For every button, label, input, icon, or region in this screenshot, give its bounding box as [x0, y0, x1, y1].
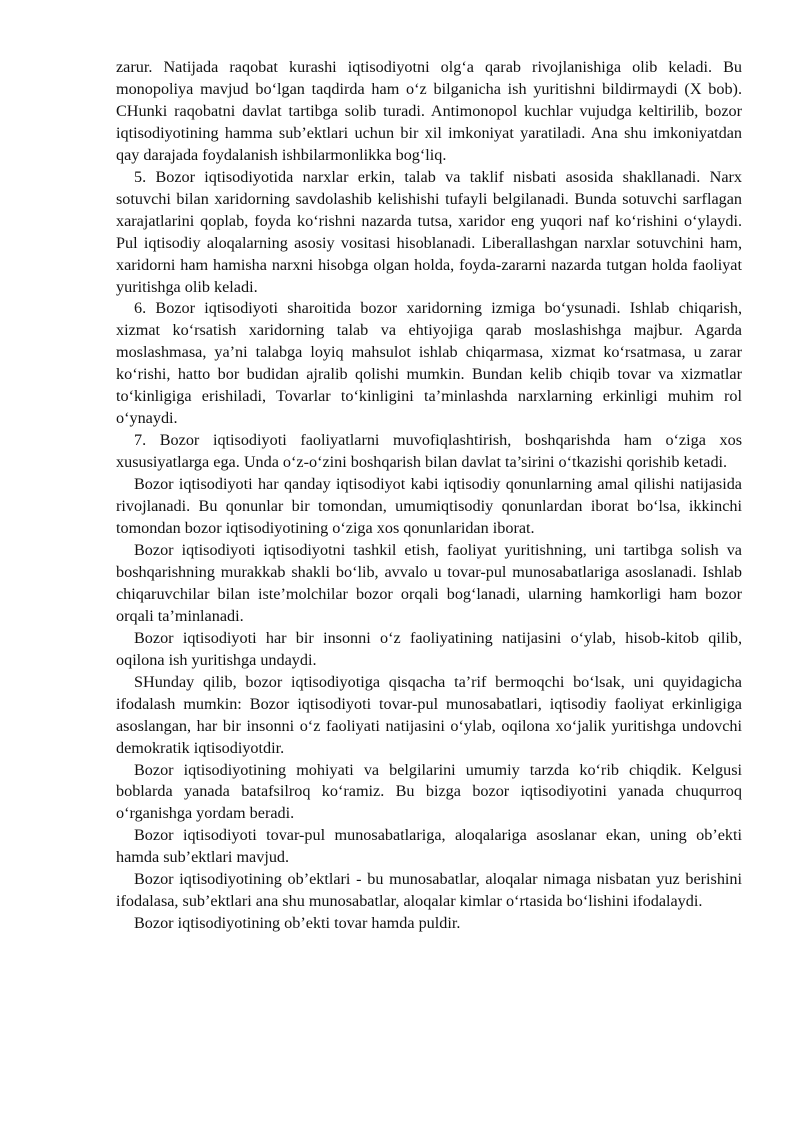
paragraph-economic-laws: Bozor iqtisodiyoti har qanday iqtisodiyot kabi iqtisodiy qonunlarning amal qilishi natijasida rivojlanadi. Bu qonunlar bir tomondan, umumiqtisodiy qonunlardan iborat bo‘lsa, ikkinchi tomondan bozor iqtisodiyotining o‘ziga xos qonunlaridan iborat. — [116, 475, 742, 538]
paragraph-object-goods-money: Bozor iqtisodiyotining ob’ekti tovar hamda puldir. — [134, 914, 461, 933]
paragraph-organization-form: Bozor iqtisodiyoti iqtisodiyotni tashkil etish, faoliyat yuritishning, uni tartibga solish va boshqarishning murakkab shakli bo‘lib, avvalo u tovar-pul munosabatlariga asoslanadi. Ishlab chiqaruvchilar bilan iste’molchilar bozor orqali bog‘lanadi, ularning hamkorligi ham bozor orqali ta’minlanadi. — [116, 540, 742, 625]
paragraph-definition: SHunday qilib, bozor iqtisodiyotiga qisqacha ta’rif bermoqchi bo‘lsak, uni quyidagicha ifodalash mumkin: Bozor iqtisodiyoti tovar-pul munosabatlari, iqtisodiy faoliyat erkinligiga asoslangan, har bir insonni o‘z faoliyati natijasini o‘ylab, oqilona xo‘jalik yuritishga undovchi demokratik iqtisodiyotdir. — [116, 672, 742, 757]
document-page — [116, 57, 742, 935]
paragraph-point-7: 7. Bozor iqtisodiyoti faoliyatlarni muvofiqlashtirish, boshqarishda ham o‘ziga xos xususiyatlarga ega. Unda o‘z-o‘zini boshqarish bilan davlat ta’sirini o‘tkazishi qorishib ketadi. — [116, 431, 742, 472]
paragraph-summary: Bozor iqtisodiyotining mohiyati va belgilarini umumiy tarzda ko‘rib chiqdik. Kelgusi boblarda yanada batafsilroq ko‘ramiz. Bu bizga bozor iqtisodiyotini yanada chuqurroq o‘rganishga yordam beradi. — [116, 760, 742, 823]
paragraph-continuation: zarur. Natijada raqobat kurashi iqtisodiyotni olg‘a qarab rivojlanishiga olib keladi. Bu monopoliya mavjud bo‘lgan taqdirda ham o‘z bilganicha ish yuritishni bildirmaydi (X bob). CHunki raqobatni davlat tartibga solib turadi. Antimonopol kuchlar vujudga keltirilib, bozor iqtisodiyotining hamma sub’ektlari uchun bir xil imkoniyat yaratiladi. Ana shu imkoniyatdan qay darajada foydalanish ishbilarmonlikka bog‘liq. — [116, 58, 742, 164]
paragraph-object-subject: Bozor iqtisodiyoti tovar-pul munosabatlariga, aloqalariga asoslanar ekan, uning ob’ekti hamda sub’ektlari mavjud. — [116, 826, 742, 867]
paragraph-point-6: 6. Bozor iqtisodiyoti sharoitida bozor xaridorning izmiga bo‘ysunadi. Ishlab chiqarish, xizmat ko‘rsatish xaridorning talab va ehtiyojiga qarab moslashishga majbur. Agarda moslashmasa, ya’ni talabga loyiq mahsulot ishlab chiqarmasa, xizmat ko‘rsatmasa, u zarar ko‘rishi, hatto bor budidan ajralib qolishi mumkin. Bundan kelib chiqib tovar va xizmatlar to‘kinligiga erishiladi, Tovarlar to‘kinligini ta’minlashda narxlarning erkinligi muhim rol o‘ynaydi. — [116, 299, 742, 428]
paragraph-individual-results: Bozor iqtisodiyoti har bir insonni o‘z faoliyatining natijasini o‘ylab, hisob-kitob qilib, oqilona ish yuritishga undaydi. — [116, 628, 742, 669]
paragraph-objects-definition: Bozor iqtisodiyotining ob’ektlari - bu munosabatlar, aloqalar nimaga nisbatan yuz berishini ifodalasa, sub’ektlari ana shu munosabatlar, aloqalar kimlar o‘rtasida bo‘lishini ifodalaydi. — [116, 870, 742, 911]
paragraph-point-5: 5. Bozor iqtisodiyotida narxlar erkin, talab va taklif nisbati asosida shakllanadi. Narx sotuvchi bilan xaridorning savdolashib kelishishi tufayli belgilanadi. Bunda sotuvchi sarflagan xarajatlarini qoplab, foyda ko‘rishni nazarda tutsa, xaridor eng yuqori naf ko‘rishini o‘ylaydi. Pul iqtisodiy aloqalarning asosiy vositasi hisoblanadi. Liberallashgan narxlar sotuvchini ham, xaridorni ham hamisha narxni hisobga olgan holda, foyda-zararni nazarda tutgan holda faoliyat yuritishga olib keladi. — [116, 167, 742, 296]
